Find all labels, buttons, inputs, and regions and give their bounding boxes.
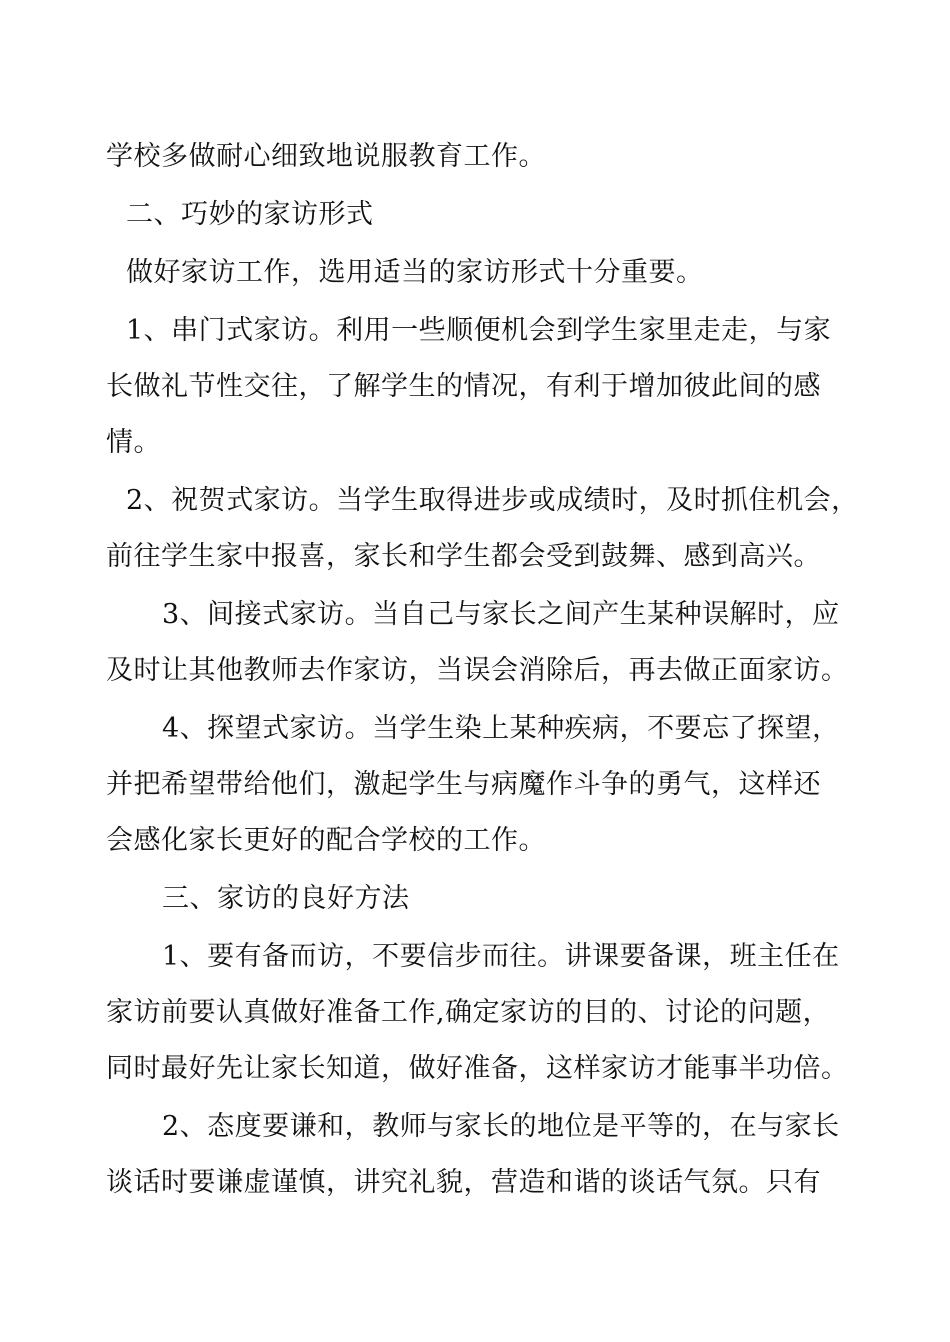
paragraph-line: 学校多做耐心细致地说服教育工作。	[106, 141, 546, 172]
paragraph-line: 前往学生家中报喜，家长和学生都会受到鼓舞、感到高兴。	[106, 541, 821, 572]
paragraph-line: 情。	[106, 427, 161, 458]
paragraph-line: 同时最好先让家长知道，做好准备，这样家访才能事半功倍。	[106, 1053, 849, 1084]
paragraph-line: 1、要有备而访，不要信步而往。讲课要备课，班主任在	[162, 941, 840, 972]
paragraph-line: 3、间接式家访。当自己与家长之间产生某种误解时，应	[162, 599, 840, 630]
paragraph-line: 做好家访工作，选用适当的家访形式十分重要。	[126, 257, 704, 288]
paragraph-line: 2、态度要谦和，教师与家长的地位是平等的，在与家长	[162, 1111, 840, 1142]
paragraph-line: 1、串门式家访。利用一些顺便机会到学生家里走走，与家	[126, 315, 832, 346]
paragraph-line: 家访前要认真做好准备工作,确定家访的目的、讨论的问题，	[106, 997, 831, 1028]
paragraph-line: 长做礼节性交往，了解学生的情况，有利于增加彼此间的感	[106, 371, 821, 402]
paragraph-line: 谈话时要谦虚谨慎，讲究礼貌，营造和谐的谈话气氛。只有	[106, 1167, 821, 1198]
section-heading: 二、巧妙的家访形式	[126, 199, 374, 230]
paragraph-line: 并把希望带给他们，激起学生与病魔作斗争的勇气，这样还	[106, 769, 821, 800]
paragraph-line: 会感化家长更好的配合学校的工作。	[106, 825, 546, 856]
paragraph-line: 及时让其他教师去作家访，当误会消除后，再去做正面家访。	[106, 655, 849, 686]
section-heading: 三、家访的良好方法	[162, 883, 410, 914]
paragraph-line: 4、探望式家访。当学生染上某种疾病，不要忘了探望，	[162, 713, 840, 744]
paragraph-line: 2、祝贺式家访。当学生取得进步或成绩时，及时抓住机会，	[126, 485, 859, 516]
